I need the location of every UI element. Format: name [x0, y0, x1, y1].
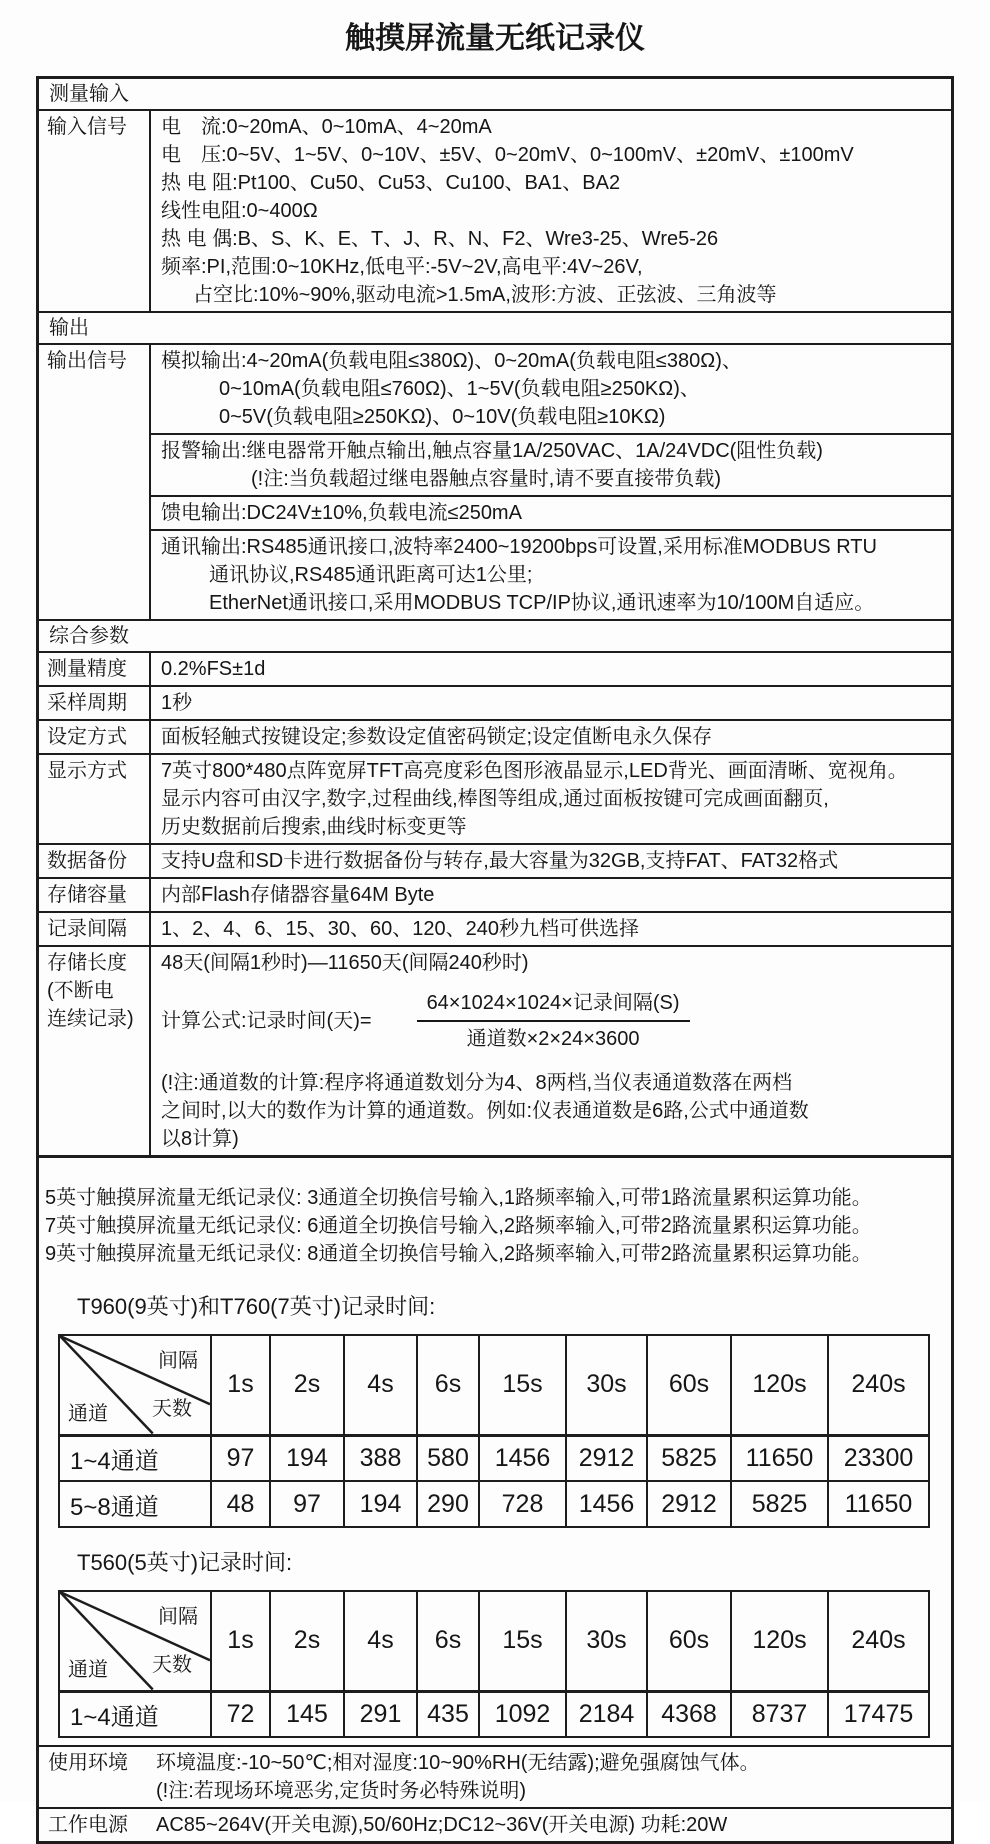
days-value-cell: 2184 [566, 1691, 647, 1737]
interval-header-cell: 4s [344, 1591, 417, 1691]
alarm-line-1: 报警输出:继电器常开触点输出,触点容量1A/250VAC、1A/24VDC(阻性负载) [161, 440, 823, 462]
model-line-7inch: 7英寸触摸屏流量无纸记录仪: 6通道全切换信号输入,2路频率输入,可带2路流量累积运算功能。 [45, 1215, 872, 1237]
storage-note-line-3: 以8计算) [161, 1128, 239, 1150]
days-value-cell: 97 [211, 1435, 270, 1481]
row-accuracy [39, 653, 951, 687]
row-backup [39, 845, 951, 879]
display-line-3: 历史数据前后搜索,曲线时标变更等 [161, 816, 467, 838]
model-descriptions [39, 1158, 951, 1268]
comm-line-2: 通讯协议,RS485通讯距离可达1公里; [209, 564, 533, 586]
days-value-cell: 1092 [479, 1691, 566, 1737]
section-row-measure-input [39, 79, 951, 111]
corner-interval-label: 间隔 [158, 1606, 198, 1628]
record-table-1 [39, 1334, 951, 1528]
corner-days-label: 天数 [152, 1398, 192, 1420]
days-value-cell: 17475 [828, 1691, 929, 1737]
storage-label-line-1: 存储长度 [47, 952, 127, 974]
interval-header-cell: 1s [211, 1335, 270, 1435]
formula-denominator: 通道数×2×24×3600 [466, 1028, 640, 1050]
input-line-voltage: 电 压:0~5V、1~5V、0~10V、±5V、0~20mV、0~100mV、±20mV、±100mV [161, 144, 854, 166]
page-title: 触摸屏流量无纸记录仪 [345, 22, 645, 55]
environment-content [156, 1749, 951, 1805]
input-line-frequency: 频率:PI,范围:0~10KHz,低电平:-5V~2V,高电平:4V~26V, [161, 256, 643, 278]
input-line-current: 电 流:0~20mA、0~10mA、4~20mA [161, 116, 492, 138]
sampling-label: 采样周期 [39, 687, 151, 719]
record-table-2 [39, 1590, 951, 1738]
record-table-grid [58, 1334, 930, 1528]
record-table-row [59, 1481, 929, 1527]
record-table-2-title: T560(5英寸)记录时间: [77, 1550, 293, 1575]
environment-line-1: 环境温度:-10~50℃;相对湿度:10~90%RH(无结露);避免强腐蚀气体。 [156, 1752, 760, 1774]
interval-header-cell: 6s [417, 1591, 479, 1691]
row-display [39, 755, 951, 845]
days-value-cell: 23300 [828, 1435, 929, 1481]
formula-fraction [417, 989, 690, 1053]
interval-header-cell: 4s [344, 1335, 417, 1435]
model-line-9inch: 9英寸触摸屏流量无纸记录仪: 8通道全切换信号输入,2路频率输入,可带2路流量累积运算功能。 [45, 1243, 872, 1265]
capacity-label: 存储容量 [39, 879, 151, 911]
row-interval [39, 913, 951, 947]
interval-header-cell: 30s [566, 1591, 647, 1691]
record-table-row [59, 1435, 929, 1481]
formula-numerator: 64×1024×1024×记录间隔(S) [417, 989, 690, 1022]
days-value-cell: 11650 [731, 1435, 828, 1481]
comm-line-1: 通讯输出:RS485通讯接口,波特率2400~19200bps可设置,采用标准MODBUS RTU [161, 536, 877, 558]
days-value-cell: 4368 [647, 1691, 731, 1737]
analog-line-2: 0~10mA(负载电阻≤760Ω)、1~5V(负载电阻≥250KΩ)、 [219, 378, 700, 400]
section-header-output: 输出 [49, 317, 89, 339]
input-signal-label: 输入信号 [39, 111, 151, 311]
spec-table [36, 76, 954, 1158]
row-setting [39, 721, 951, 755]
comm-line-3: EtherNet通讯接口,采用MODBUS TCP/IP协议,通讯速率为10/100M自适应。 [209, 592, 875, 614]
days-value-cell: 194 [270, 1435, 344, 1481]
output-signal-content [151, 345, 951, 619]
days-value-cell: 2912 [647, 1481, 731, 1527]
environment-line-2: (!注:若现场环境恶劣,定货时务必特殊说明) [156, 1780, 526, 1802]
storage-formula [161, 989, 943, 1053]
row-environment [39, 1745, 951, 1807]
interval-header-cell: 60s [647, 1335, 731, 1435]
interval-value: 1、2、4、6、15、30、60、120、240秒九档可供选择 [161, 918, 639, 940]
input-line-resistor: 线性电阻:0~400Ω [161, 200, 318, 222]
display-line-2: 显示内容可由汉字,数字,过程曲线,棒图等组成,通过面板按键可完成画面翻页, [161, 788, 829, 810]
corner-interval-label: 间隔 [158, 1350, 198, 1372]
storage-note-line-1: (!注:通道数的计算:程序将通道数划分为4、8两档,当仪表通道数落在两档 [161, 1072, 793, 1094]
days-value-cell: 5825 [647, 1435, 731, 1481]
storage-label-line-3: 连续记录) [47, 1008, 134, 1030]
environment-label: 使用环境 [48, 1752, 128, 1774]
alarm-line-2: (!注:当负载超过继电器触点容量时,请不要直接带负载) [251, 468, 721, 490]
days-value-cell: 194 [344, 1481, 417, 1527]
interval-header-cell: 1s [211, 1591, 270, 1691]
days-value-cell: 2912 [566, 1435, 647, 1481]
interval-header-cell: 15s [479, 1591, 566, 1691]
setting-label: 设定方式 [39, 721, 151, 753]
section-row-output [39, 313, 951, 345]
interval-header-cell: 240s [828, 1591, 929, 1691]
accuracy-value: 0.2%FS±1d [161, 658, 266, 680]
days-value-cell: 5825 [731, 1481, 828, 1527]
section-header-measure-input: 测量输入 [49, 83, 129, 105]
interval-header-cell: 240s [828, 1335, 929, 1435]
storage-content [151, 947, 951, 1155]
row-output-signal [39, 345, 951, 621]
row-input-signal [39, 111, 951, 313]
alarm-output-block [151, 435, 951, 497]
days-value-cell: 11650 [828, 1481, 929, 1527]
interval-label: 记录间隔 [39, 913, 151, 945]
days-value-cell: 291 [344, 1691, 417, 1737]
row-sampling [39, 687, 951, 721]
input-line-duty: 占空比:10%~90%,驱动电流>1.5mA,波形:方波、正弦波、三角波等 [193, 284, 777, 306]
days-value-cell: 145 [270, 1691, 344, 1737]
days-value-cell: 435 [417, 1691, 479, 1737]
interval-header-cell: 60s [647, 1591, 731, 1691]
analog-output-block [151, 345, 951, 435]
feed-output-block: 馈电输出:DC24V±10%,负载电流≤250mA [151, 497, 951, 531]
row-power [39, 1807, 951, 1841]
days-value-cell: 580 [417, 1435, 479, 1481]
diagonal-header-cell [59, 1591, 211, 1691]
accuracy-label: 测量精度 [39, 653, 151, 685]
days-value-cell: 290 [417, 1481, 479, 1527]
storage-label-line-2: (不断电 [47, 980, 114, 1002]
backup-label: 数据备份 [39, 845, 151, 877]
analog-line-1: 模拟输出:4~20mA(负载电阻≤380Ω)、0~20mA(负载电阻≤380Ω)、 [161, 350, 742, 372]
days-value-cell: 728 [479, 1481, 566, 1527]
channel-row-label: 5~8通道 [59, 1481, 211, 1527]
days-value-cell: 8737 [731, 1691, 828, 1737]
input-signal-content [151, 111, 951, 311]
interval-header-cell: 15s [479, 1335, 566, 1435]
sampling-value: 1秒 [161, 692, 193, 714]
input-line-tc: 热 电 偶:B、S、K、E、T、J、R、N、F2、Wre3-25、Wre5-26 [161, 228, 719, 250]
comm-output-block [151, 531, 951, 619]
row-storage-length [39, 947, 951, 1155]
row-capacity [39, 879, 951, 913]
days-value-cell: 72 [211, 1691, 270, 1737]
analog-line-3: 0~5V(负载电阻≥250KΩ)、0~10V(负载电阻≥10KΩ) [219, 406, 666, 428]
capacity-value: 内部Flash存储器容量64M Byte [161, 884, 435, 906]
corner-channel-label: 通道 [68, 1402, 108, 1425]
storage-note-line-2: 之间时,以大的数作为计算的通道数。例如:仪表通道数是6路,公式中通道数 [161, 1100, 809, 1122]
input-line-rtd: 热 电 阻:Pt100、Cu50、Cu53、Cu100、BA1、BA2 [161, 172, 621, 194]
power-value: AC85~264V(开关电源),50/60Hz;DC12~36V(开关电源) 功耗:20W [156, 1814, 728, 1836]
interval-header-cell: 2s [270, 1591, 344, 1691]
backup-value: 支持U盘和SD卡进行数据备份与转存,最大容量为32GB,支持FAT、FAT32格式 [161, 850, 839, 872]
model-line-5inch: 5英寸触摸屏流量无纸记录仪: 3通道全切换信号输入,1路频率输入,可带1路流量累积运算功能。 [45, 1187, 872, 1209]
section-row-general [39, 621, 951, 653]
record-table-row [59, 1691, 929, 1737]
channel-row-label: 1~4通道 [59, 1435, 211, 1481]
display-content [151, 755, 951, 843]
formula-prefix: 计算公式:记录时间(天)= [161, 1010, 372, 1032]
days-value-cell: 97 [270, 1481, 344, 1527]
days-value-cell: 1456 [479, 1435, 566, 1481]
display-line-1: 7英寸800*480点阵宽屏TFT高亮度彩色图形液晶显示,LED背光、画面清晰、宽视角。 [161, 760, 908, 782]
diagonal-header-cell [59, 1335, 211, 1435]
corner-days-label: 天数 [152, 1654, 192, 1676]
record-table-1-title: T960(9英寸)和T760(7英寸)记录时间: [77, 1294, 436, 1319]
storage-label [39, 947, 151, 1155]
record-time-section [36, 1155, 954, 1844]
days-value-cell: 388 [344, 1435, 417, 1481]
setting-value: 面板轻触式按键设定;参数设定值密码锁定;设定值断电永久保存 [161, 726, 713, 748]
days-value-cell: 1456 [566, 1481, 647, 1527]
record-table-grid [58, 1590, 930, 1738]
storage-range: 48天(间隔1秒时)—11650天(间隔240秒时) [161, 952, 529, 974]
interval-header-cell: 120s [731, 1591, 828, 1691]
corner-channel-label: 通道 [68, 1658, 108, 1681]
channel-row-label: 1~4通道 [59, 1691, 211, 1737]
section-header-general: 综合参数 [49, 625, 129, 647]
display-label: 显示方式 [39, 755, 151, 843]
interval-header-cell: 2s [270, 1335, 344, 1435]
interval-header-cell: 30s [566, 1335, 647, 1435]
interval-header-cell: 120s [731, 1335, 828, 1435]
interval-header-cell: 6s [417, 1335, 479, 1435]
power-label: 工作电源 [48, 1814, 128, 1836]
storage-note [161, 1069, 943, 1153]
days-value-cell: 48 [211, 1481, 270, 1527]
output-signal-label: 输出信号 [39, 345, 151, 619]
